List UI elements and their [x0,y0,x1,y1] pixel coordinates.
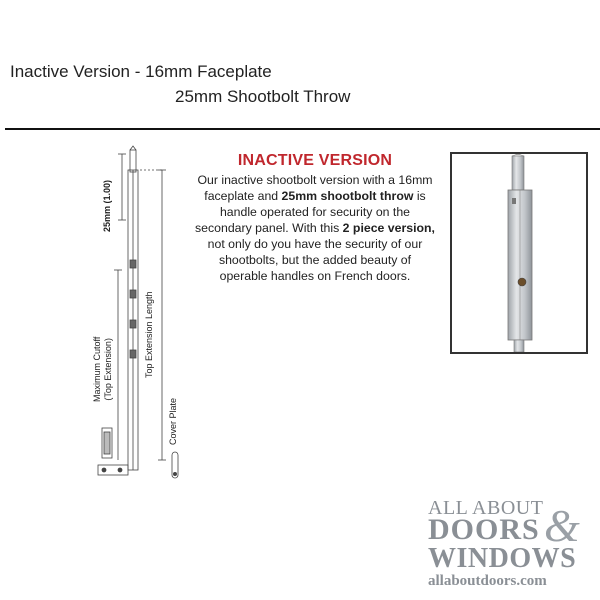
description-p2-bold: 2 piece version, [342,221,435,235]
page-title-line1: Inactive Version - 16mm Faceplate [10,62,272,81]
max-cutoff-line1: Maximum Cutoff [92,336,102,402]
logo-line2: DOORS [428,513,540,546]
header-divider [5,128,600,130]
product-photo [450,152,588,354]
brand-logo [428,497,598,592]
description-p1-bold: 25mm shootbolt throw [281,189,414,203]
logo-line3: WINDOWS [428,543,577,574]
description-p3: not only do you have the security of our shootbolts, but the added beauty of operable handles on French doors. [207,237,423,283]
max-cutoff-line2: (Top Extension) [103,338,113,401]
description-p1: Our inactive shootbolt version with a 16mm faceplate and [197,173,433,203]
description-block [195,152,435,284]
cover-plate-label: Cover Plate [168,397,178,445]
shootbolt-photo-image [452,154,586,352]
page-title-line2: 25mm Shootbolt Throw [175,87,351,106]
logo-ampersand: & [544,500,580,551]
max-cutoff-label [92,337,114,402]
description-text [195,172,435,284]
throw-label: 25mm (1.00) [102,179,112,232]
description-p2: is handle operated for security on the secondary panel. With this [195,189,426,235]
logo-url: allaboutdoors.com [428,573,547,589]
logo-line1: ALL ABOUT [428,497,544,519]
top-extension-label: Top Extension Length [144,291,154,378]
description-heading: INACTIVE VERSION [237,152,393,169]
